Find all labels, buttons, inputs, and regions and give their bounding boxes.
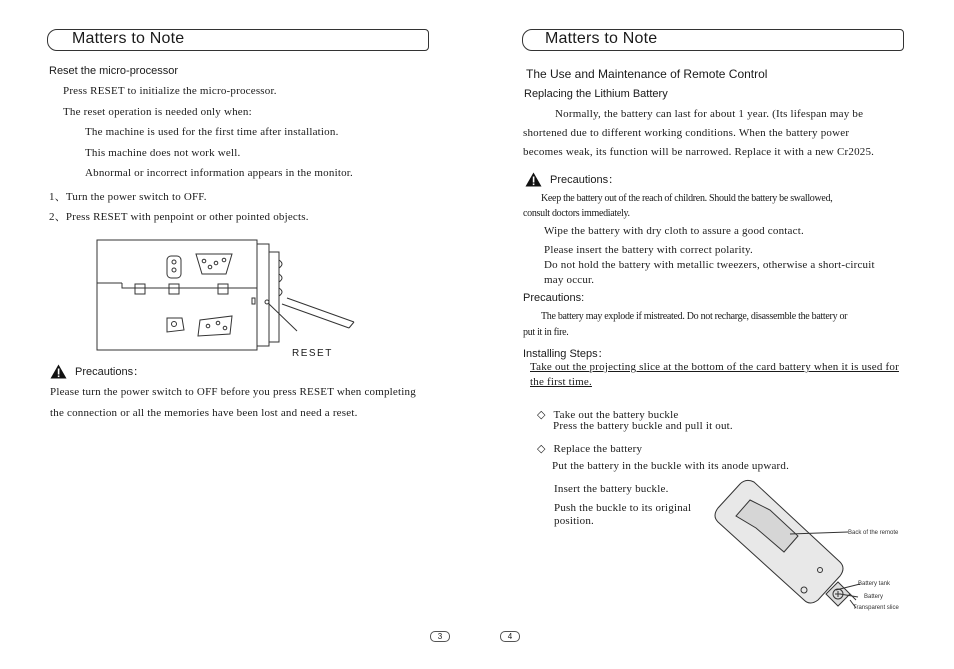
warning-icon — [525, 172, 542, 187]
right-step-2-title: Replace the battery — [553, 443, 643, 455]
left-line-3: The machine is used for the first time after installation. — [85, 126, 339, 138]
right-precautions1-heading — [525, 170, 619, 188]
right-installing-label: Installing Steps： — [523, 348, 609, 360]
right-heading: The Use and Maintenance of Remote Control — [526, 67, 768, 81]
right-prec1-line-3: Wipe the battery with dry cloth to assure a good contact. — [544, 225, 804, 237]
right-precautions2-label: Precautions: — [523, 292, 585, 304]
label-battery-tank: Battery tank — [858, 581, 891, 587]
left-step-1: 1、Turn the power switch to OFF. — [49, 191, 207, 203]
right-para-line-1: Normally, the battery can last for about 1 year. (Its lifespan may be — [555, 108, 864, 120]
label-battery: Battery — [864, 594, 884, 600]
right-step-2 — [537, 439, 642, 457]
right-extra-line-3: position. — [554, 515, 594, 527]
right-prec1-line-2: consult doctors immediately. — [523, 208, 630, 219]
right-installing-line-1: Take out the projecting slice at the bottom of the card battery when it is used for — [530, 361, 899, 373]
right-prec1-line-6: may occur. — [544, 274, 595, 286]
diamond-bullet-icon: ◇ — [537, 443, 546, 455]
left-line-2: The reset operation is needed only when: — [63, 106, 252, 118]
diamond-bullet-icon: ◇ — [537, 409, 546, 421]
left-page-number: 3 — [430, 631, 450, 642]
right-prec1-line-4: Please insert the battery with correct polarity. — [544, 244, 753, 256]
left-page-title: Matters to Note — [72, 30, 185, 47]
right-extra-line-1: Insert the battery buckle. — [554, 483, 669, 495]
left-precautions-line-1: Please turn the power switch to OFF before you press RESET when completing — [50, 386, 416, 398]
right-extra-line-2: Push the buckle to its original — [554, 502, 692, 514]
right-step-1-title: Take out the battery buckle — [553, 409, 679, 421]
right-subheading: Replacing the Lithium Battery — [524, 88, 668, 100]
label-back-of-remote: Back of the remote — [848, 530, 899, 536]
right-step-2-detail: Put the battery in the buckle with its anode upward. — [552, 460, 790, 472]
right-page-number: 4 — [500, 631, 520, 642]
right-step-1-detail: Press the battery buckle and pull it out. — [553, 420, 733, 432]
left-precautions-label: Precautions： — [75, 366, 145, 378]
left-precautions-heading — [50, 362, 144, 380]
remote-control-illustration — [700, 476, 910, 621]
right-page-title: Matters to Note — [545, 30, 658, 47]
right-prec1-line-5: Do not hold the battery with metallic tweezers, otherwise a short-circuit — [544, 259, 875, 271]
label-transparent-slice: Transparent slice — [853, 605, 899, 611]
right-installing-line-2: the first time. — [530, 376, 592, 388]
left-heading: Reset the micro-processor — [49, 65, 178, 77]
right-para-line-2: shortened due to different working conditions. When the battery power — [523, 127, 850, 139]
right-prec2-line-1: The battery may explode if mistreated. Do not recharge, disassemble the battery or — [541, 311, 848, 322]
warning-icon — [50, 364, 67, 379]
reset-device-illustration — [92, 236, 362, 360]
right-prec2-line-2: put it in fire. — [523, 327, 569, 338]
right-precautions1-label: Precautions： — [550, 174, 620, 186]
reset-figure-label: RESET — [292, 348, 333, 359]
left-line-1: Press RESET to initialize the micro-processor. — [63, 85, 277, 97]
left-line-4: This machine does not work well. — [85, 147, 241, 159]
left-step-2: 2、Press RESET with penpoint or other pointed objects. — [49, 211, 309, 223]
right-prec1-line-1: Keep the battery out of the reach of children. Should the battery be swallowed, — [541, 193, 833, 204]
left-line-5: Abnormal or incorrect information appears in the monitor. — [85, 167, 353, 179]
left-precautions-line-2: the connection or all the memories have been lost and need a reset. — [50, 407, 358, 419]
right-para-line-3: becomes weak, its function will be narrowed. Replace it with a new Cr2025. — [523, 146, 875, 158]
